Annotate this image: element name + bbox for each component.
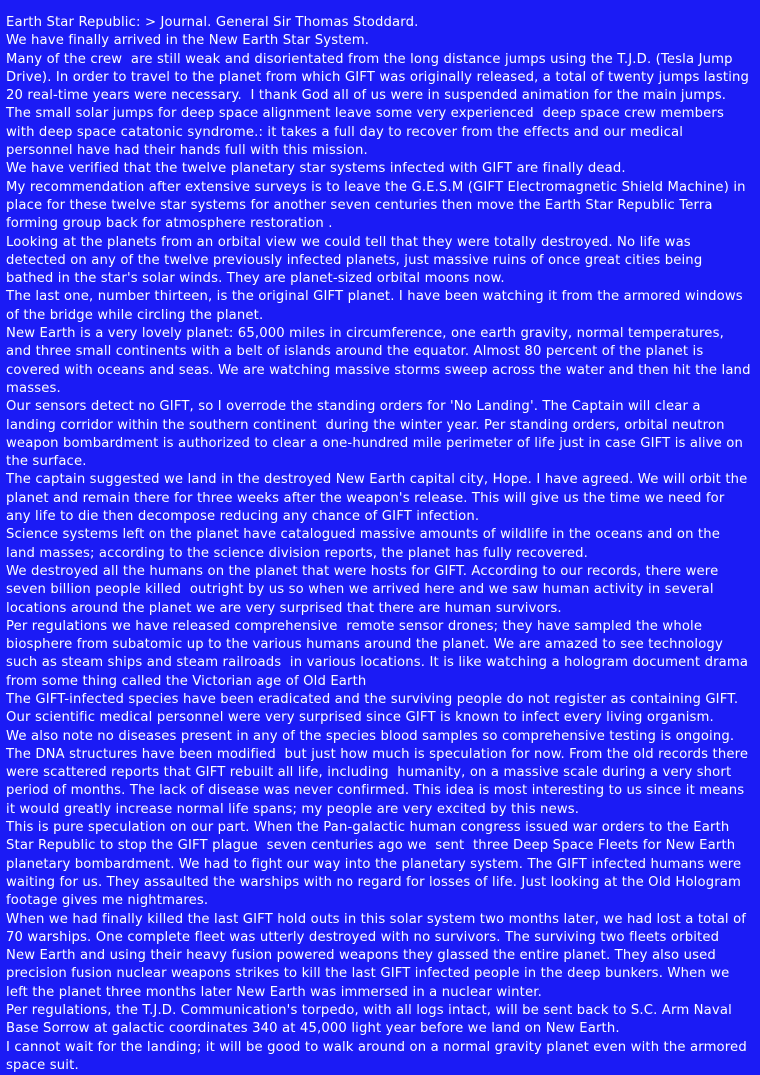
journal-paragraph: The captain suggested we land in the destroyed New Earth capital city, Hope. I have agreed. We will orbit the planet and remain there for three weeks after the weapon's release. This will give us the time we need for any life to die then decompose reducing any chance of GIFT infection. — [6, 472, 752, 525]
journal-paragraph: Per regulations we have released comprehensive remote sensor drones; they have sampled the whole biosphere from subatomic up to the various humans around the planet. We are amazed to see technology such as steam ships and steam railroads in various locations. It is like watching a hologram document drama from some thing called the Victorian age of Old Earth — [6, 618, 753, 689]
journal-paragraph: The GIFT-infected species have been eradicated and the surviving people do not register as containing GIFT. Our scientific medical personnel were very surprised since GIFT is known to infect every living organism. — [6, 691, 743, 726]
journal-paragraph: Our sensors detect no GIFT, so I overrode the standing orders for 'No Landing'. The Captain will clear a landing corridor within the southern continent during the winter year. Per standing orders, orbital neutron weapon bombardment is authorized to clear a one-hundred mile perimeter of life just in case GIFT is alive on the surface. — [6, 399, 748, 470]
journal-paragraph: This is pure speculation on our part. When the Pan-galactic human congress issued war orders to the Earth Star Republic to stop the GIFT plague seven centuries ago we sent three Deep Space Fleets for New Earth planetary bombardment. We had to fight our way into the planetary system. The GIFT infected humans were waiting for us. They assaulted the warships with no regard for losses of life. Just looking at the Old Hologram footage gives me nightmares. — [6, 820, 746, 909]
journal-paragraph: Looking at the planets from an orbital view we could tell that they were totally destroyed. No life was detected on any of the twelve previously infected planets, just massive ruins of once great cities being bathed in the star's solar winds. They are planet-sized orbital moons now. — [6, 234, 707, 287]
journal-paragraph: We have verified that the twelve planetary star systems infected with GIFT are finally dead. — [6, 161, 626, 177]
journal-paragraph: Per regulations, the T.J.D. Communication's torpedo, with all logs intact, will be sent back to S.C. Arm Naval Base Sorrow at galactic coordinates 340 at 45,000 light year before we land on New Earth. — [6, 1003, 737, 1037]
journal-paragraph: The last one, number thirteen, is the original GIFT planet. I have been watching it from the armored windows of the bridge while circling the planet. — [6, 289, 748, 323]
journal-header: Earth Star Republic: > Journal. General Sir Thomas Stoddard. — [6, 15, 419, 30]
journal-paragraph: New Earth is a very lovely planet: 65,000 miles in circumference, one earth gravity, normal temperatures, and three small continents with a belt of islands around the equator. Almost 80 percent of the planet is covered with oceans and seas. We are watching massive storms sweep across the water and then hit the land masses. — [6, 326, 755, 396]
journal-paragraph: When we had finally killed the last GIFT hold outs in this solar system two months later, we had lost a total of 70 warships. One complete fleet was utterly destroyed with no survivors. The surviving two fleets orbited New Earth and using their heavy fusion powered weapons they glassed the entire planet. They also used precision fusion nuclear weapons strikes to kill the last GIFT infected people in the deep bunkers. When we left the planet three months later New Earth was immersed in a nuclear winter. — [6, 911, 751, 1000]
journal-paragraph: We also note no diseases present in any of the species blood samples so comprehensive testing is ongoing. The DNA structures have been modified but just how much is speculation for now. From the old records there were scattered reports that GIFT rebuilt all life, including humanity, on a massive scale during a very short period of months. The lack of disease was never confirmed. This idea is most interesting to us since it means it would greatly increase normal life spans; my people are very excited by this news. — [6, 728, 753, 817]
journal-paragraph: Many of the crew are still weak and disorientated from the long distance jumps using the T.J.D. (Tesla Jump Drive). In order to travel to the planet from which GIFT was originally released, a total of twenty jumps lasting 20 real-time years were necessary. I thank God all of us were in suspended animation for the main jumps. The small solar jumps for deep space alignment leave some very experienced deep space crew members with deep space catatonic syndrome.: it takes a full day to recover from the effects and our medical personnel have had their hands full with this mission. — [6, 51, 754, 159]
journal-paragraph: We have finally arrived in the New Earth Star System. — [6, 33, 370, 49]
journal-paragraph: Science systems left on the planet have catalogued massive amounts of wildlife in the oceans and on the land masses; according to the science division reports, the planet has fully recovered. — [6, 527, 725, 561]
journal-paragraph: My recommendation after extensive surveys is to leave the G.E.S.M (GIFT Electromagnetic Shield Machine) in place for these twelve star systems for another seven centuries then move the Earth Star Republic Terra forming group back for atmosphere restoration . — [6, 179, 751, 232]
journal-paragraph: We destroyed all the humans on the planet that were hosts for GIFT. According to our records, there were seven billion people killed outright by us so when we arrived here and we saw human activity in several locations around the planet we are very surprised that there are human survivors. — [6, 563, 723, 616]
journal-paragraph: I cannot wait for the landing; it will be good to walk around on a normal gravity planet even with the armored space suit. — [6, 1039, 752, 1073]
